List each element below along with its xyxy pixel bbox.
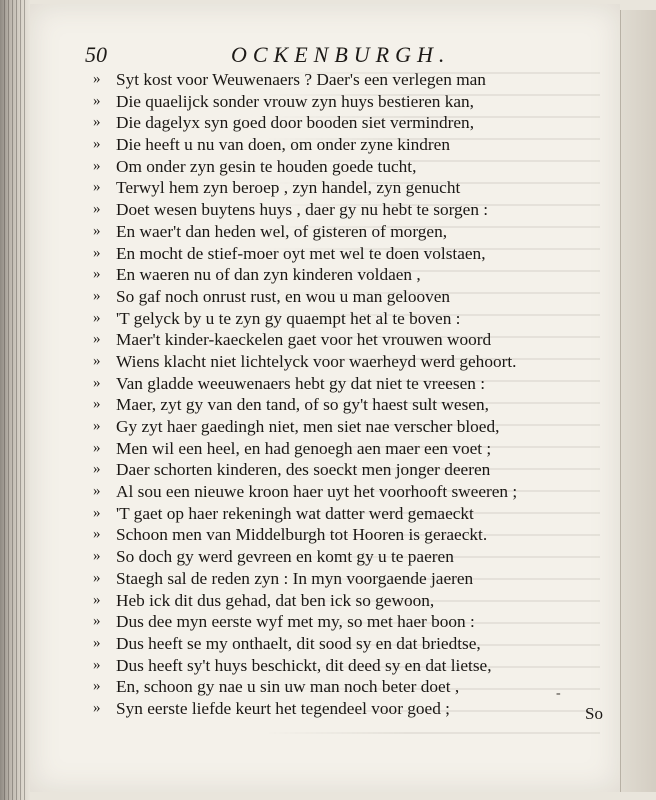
- line-text: Die dagelyx syn goed door booden siet vermindren,: [116, 113, 475, 133]
- line-text: Staegh sal de reden zyn : In myn voorgaende jaeren: [116, 568, 474, 588]
- line-text: Gy zyt haer gaedingh niet, men siet nae verscher bloed,: [116, 417, 500, 436]
- line-text: Doet wesen buytens huys , daer gy nu hebt te sorgen :: [116, 200, 489, 220]
- line-text: Dus heeft se my onthaelt, dit sood sy en dat briedtse,: [116, 633, 481, 653]
- line-text: Al sou een nieuwe kroon haer uyt het voorhooft sweeren ;: [116, 482, 518, 502]
- quotation-mark: »: [93, 266, 100, 283]
- poem-line: [93, 69, 613, 91]
- poem-line: [93, 698, 613, 720]
- poem-line: [93, 199, 613, 221]
- quotation-mark: »: [93, 92, 100, 109]
- line-text: Terwyl hem zyn beroep , zyn handel, zyn genucht: [116, 178, 461, 198]
- quotation-mark: »: [93, 114, 100, 131]
- quotation-mark: »: [93, 331, 100, 348]
- quotation-mark: »: [93, 548, 100, 565]
- poem-line: [93, 655, 613, 677]
- quotation-mark: »: [93, 71, 100, 87]
- line-text: 'T gaet op haer rekeningh wat datter werd gemaeckt: [116, 503, 474, 523]
- line-text: Syn eerste liefde keurt het tegendeel voor goed ;: [116, 698, 450, 718]
- quotation-mark: »: [93, 287, 100, 304]
- poem-line: [93, 459, 613, 481]
- running-title: OCKENBURGH.: [231, 42, 451, 67]
- quotation-mark: »: [93, 374, 100, 391]
- poem-line: [93, 221, 613, 243]
- quotation-mark: »: [93, 222, 100, 239]
- quotation-mark: »: [93, 201, 100, 218]
- quotation-mark: »: [93, 634, 100, 651]
- poem-line: [93, 351, 613, 373]
- line-text: Die quaelijck sonder vrouw zyn huys bestieren kan,: [116, 91, 475, 111]
- line-text: So doch gy werd gevreen en komt gy u te paeren: [116, 547, 454, 567]
- quotation-mark: »: [93, 439, 100, 456]
- poem-line: [93, 91, 613, 113]
- line-text: Schoon men van Middelburgh tot Hooren is geraeckt.: [116, 525, 488, 545]
- quotation-mark: »: [93, 699, 100, 716]
- poem-line: [93, 676, 613, 698]
- line-text: Die heeft u nu van doen, om onder zyne kindren: [116, 135, 450, 155]
- line-text: Dus dee myn eerste wyf met my, so met haer boon :: [116, 612, 475, 632]
- poem-line: [93, 286, 613, 308]
- quotation-mark: »: [93, 461, 100, 478]
- line-text: En waer't dan heden wel, of gisteren of morgen,: [116, 221, 448, 241]
- quotation-mark: »: [93, 136, 100, 153]
- poem-line: [93, 590, 613, 612]
- line-text: Men wil een heel, en had genoegh aen maer een voet ;: [116, 438, 492, 458]
- page-header: [85, 38, 505, 68]
- quotation-mark: »: [93, 157, 100, 174]
- quotation-mark: »: [93, 179, 100, 196]
- stray-mark: -: [556, 686, 561, 701]
- quotation-mark: »: [93, 526, 100, 543]
- poem-line: [93, 438, 613, 460]
- line-text: En waeren nu of dan zyn kinderen voldaen ,: [116, 265, 421, 285]
- poem-line: [93, 633, 613, 655]
- poem-line: [93, 243, 613, 265]
- line-text: 'T gelyck by u te zyn gy quaempt het al te boven :: [116, 308, 461, 328]
- poem-line: [93, 416, 613, 438]
- line-text: Van gladde weeuwenaers hebt gy dat niet te vreesen :: [116, 373, 485, 393]
- poem-line: [93, 546, 613, 568]
- quotation-mark: »: [93, 352, 100, 369]
- poem-line: [93, 112, 613, 134]
- facing-page-edge: [620, 10, 656, 792]
- poem-line: [93, 568, 613, 590]
- poem-line: [93, 329, 613, 351]
- poem-line: [93, 373, 613, 395]
- quotation-mark: »: [93, 418, 100, 434]
- poem-line: [93, 503, 613, 525]
- line-text: Heb ick dit dus gehad, dat ben ick so gewoon,: [116, 590, 435, 610]
- page-edges: [4, 0, 26, 800]
- poem-line: [93, 156, 613, 178]
- catchword: So: [585, 704, 603, 723]
- poem-line: [93, 177, 613, 199]
- quotation-mark: »: [93, 656, 100, 673]
- quotation-mark: »: [93, 244, 100, 261]
- quotation-mark: »: [93, 613, 100, 630]
- quotation-mark: »: [93, 309, 100, 326]
- line-text: Dus heeft sy't huys beschickt, dit deed sy en dat lietse,: [116, 655, 492, 675]
- line-text: Syt kost voor Weuwenaers ? Daer's een verlegen man: [116, 70, 486, 89]
- poem-line: [93, 524, 613, 546]
- line-text: So gaf noch onrust rust, en wou u man gelooven: [116, 286, 451, 306]
- poem-text: [93, 69, 613, 720]
- line-text: En, schoon gy nae u sin uw man noch beter doet ,: [116, 677, 460, 697]
- quotation-mark: »: [93, 569, 100, 586]
- poem-line: [93, 481, 613, 503]
- page-number: 50: [85, 42, 107, 67]
- quotation-mark: »: [93, 504, 100, 521]
- poem-line: [93, 394, 613, 416]
- line-text: Wiens klacht niet lichtelyck voor waerheyd werd gehoort.: [116, 351, 517, 371]
- line-text: Om onder zyn gesin te houden goede tucht,: [116, 156, 417, 176]
- poem-line: [93, 308, 613, 330]
- quotation-mark: »: [93, 591, 100, 608]
- line-text: En mocht de stief-moer oyt met wel te doen volstaen,: [116, 243, 486, 263]
- line-text: Maer, zyt gy van den tand, of so gy't haest sult wesen,: [116, 395, 489, 415]
- poem-line: [93, 611, 613, 633]
- line-text: Daer schorten kinderen, des soeckt men jonger deeren: [116, 460, 491, 480]
- quotation-mark: »: [93, 396, 100, 413]
- poem-line: [93, 134, 613, 156]
- book-gutter: [0, 0, 30, 800]
- line-text: Maer't kinder-kaeckelen gaet voor het vrouwen woord: [116, 330, 492, 350]
- poem-line: [93, 264, 613, 286]
- quotation-mark: »: [93, 678, 100, 695]
- quotation-mark: »: [93, 483, 100, 500]
